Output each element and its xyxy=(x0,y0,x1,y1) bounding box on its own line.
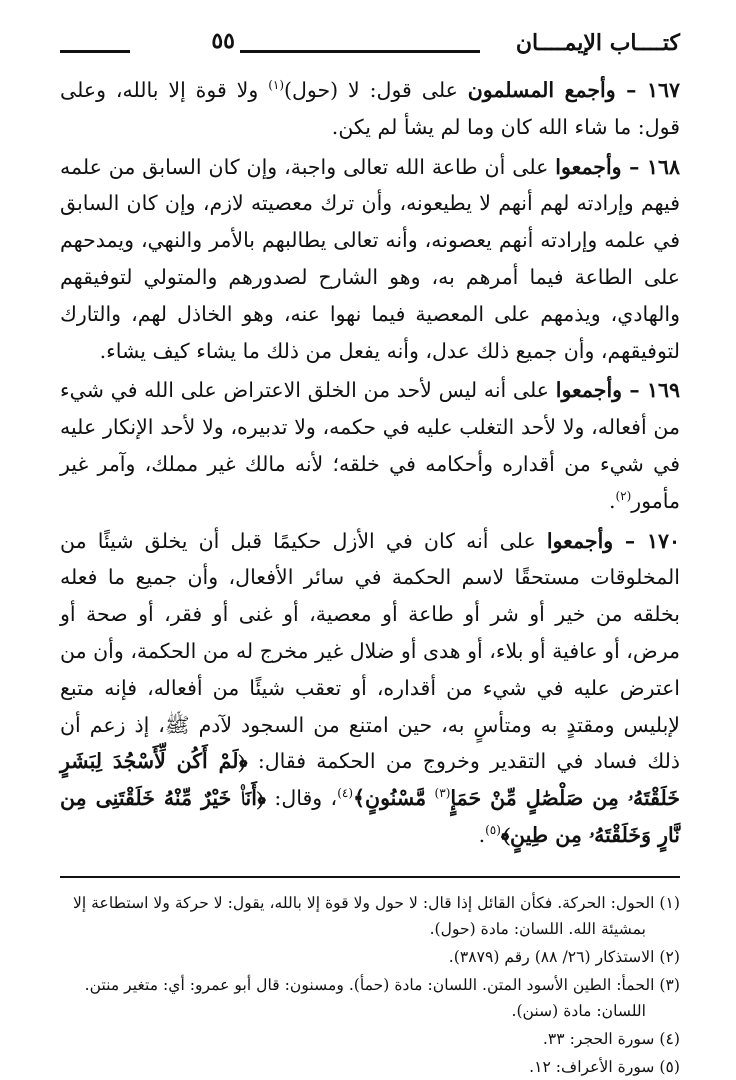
paragraph-lead: وأجمع المسلمون xyxy=(467,78,616,102)
paragraph-lead: وأجمعوا xyxy=(546,528,614,553)
page-header xyxy=(60,28,680,66)
header-rule-right xyxy=(240,50,480,53)
footnote-ref: (١) xyxy=(268,78,285,93)
footnote-ref: (٥) xyxy=(485,823,501,838)
paragraph-text: . xyxy=(608,488,616,513)
book-title: كتــــاب الإيمــــان xyxy=(515,30,680,56)
paragraph-lead: وأجمعوا xyxy=(555,378,623,403)
main-text xyxy=(60,72,680,854)
paragraph-number: ١٦٩ xyxy=(646,378,680,403)
quran-verse: ﴿لَمْ أَكُن لِّأَسْجُدَ لِبَشَرٍ خَلَقْتَهُۥ مِن صَلْصَٰلٍ مِّنْ حَمَإٍ xyxy=(60,749,680,811)
paragraph-168: ١٦٨ – وأجمعوا على أن طاعة الله تعالى واجبة، وإن كان السابق من علمه فيهم وإرادته لهم أنهم لا يطيعونه، وأن ترك معصيته لازم، وإن كان السابق في علمه وإرادته أنهم يعصونه، وأنه تعالى يطالبهم بالأمر والنهي، ويمدحهم على الطاعة فيما أمرهم به، وهو الشارح لصدورهم والمتولي لتوفيقهم والهادي، ويذمهم على المعصية فيما نهوا عنه، وهو الخاذل لهم، والتارك لتوفيقهم، وأن جميع ذلك عدل، وأنه يفعل من ذلك ما يشاء كيف يشاء. xyxy=(60,154,680,363)
paragraph-number: ١٧٠ xyxy=(646,528,680,553)
paragraph-text: ، وقال: xyxy=(274,786,338,811)
paragraph-text: على قول: لا (حول) xyxy=(284,78,458,102)
paragraph-text: . xyxy=(478,822,486,847)
paragraph-text: على أنه كان في الأزل حكيمًا قبل أن يخلق شيئًا من المخلوقات مستحقًا لاسم الحكمة في سائر الأفعال، وأن جميع ما فعله بخلقه من خير أو شر أو طاعة أو معصية، أو غنى أو فقر، أو صحة أو مرض، أو عافية أو بلاء، أو هدى أو ضلال غير مخرج له من الحكمة، وأن من اعترض عليه في شيء من أقداره، أو تعقب شيئًا من أفعاله، فإنه متبع لإبليس ومقتدٍ به ومتأسٍ به، حين امتنع من السجود لآدم ﷺ، إذ زعم أن ذلك فساد في التقدير وخروج من الحكمة فقال: xyxy=(60,528,681,774)
footnote-3: (٣) الحمأ: الطين الأسود المتن. اللسان: مادة (حمأ). ومسنون: قال أبو عمرو: أي: متغير منتن. اللسان: مادة (سنن). xyxy=(84,975,680,1020)
footnote-5: (٥) سورة الأعراف: ١٢. xyxy=(529,1057,680,1076)
footnote-divider xyxy=(60,876,680,878)
paragraph-169: ١٦٩ – وأجمعوا على أنه ليس لأحد من الخلق الاعتراض على الله في شيء من أفعاله، ولا لأحد التغلب عليه في حكمه، ولا تدبيره، ولا لأحد الإنكار عليه في شيء من أقداره وأحكامه في خلقه؛ لأنه مالك غير مملك، وآمر غير مأمور$^{(٢)}$. xyxy=(60,378,680,513)
footnote-1: (١) الحول: الحركة. فكأن القائل إذا قال: لا حول ولا قوة إلا بالله، يقول: لا حركة ولا استطاعة إلا بمشيئة الله. اللسان: مادة (حول). xyxy=(72,893,680,938)
footnote-2: (٢) الاستذكار (٢٦/ ٨٨) رقم (٣٨٧٩). xyxy=(448,947,680,966)
quran-verse: ﴿أَنَا۠ خَيْرٌ مِّنْهُ خَلَقْتَنِى مِن نَّارٍ وَخَلَقْتَهُۥ مِن طِينٍ﴾ xyxy=(60,786,680,847)
paragraph-170: ١٧٠ – وأجمعوا على أنه كان في الأزل حكيمًا قبل أن يخلق شيئًا من المخلوقات مستحقًا لاسم الحكمة في سائر الأفعال، وأن جميع ما فعله بخلقه من خير أو شر أو طاعة أو معصية، أو غنى أو فقر، أو صحة أو مرض، أو عافية أو بلاء، أو هدى أو ضلال غير مخرج له من الحكمة، وأن من اعترض عليه في شيء من أقداره، أو تعقب شيئًا من أفعاله، فإنه متبع لإبليس ومقتدٍ به ومتأسٍ به، حين امتنع من السجود لآدم ﷺ، إذ زعم أن ذلك فساد في التقدير وخروج من الحكمة فقال: ﴿لَمْ أَكُن لِّأَسْجُدَ لِبَشَرٍ خَلَقْتَهُۥ مِن صَلْصَٰلٍ مِّنْ حَمَإٍ$^{(٣)}$ مَّسْنُونٍ﴾$^{(٤)}$، وقال: ﴿أَنَا۠ خَيْرٌ مِّنْهُ خَلَقْتَنِى مِن نَّارٍ وَخَلَقْتَهُۥ مِن طِينٍ﴾$^{(٥)}$. xyxy=(60,528,681,847)
paragraph-text: على أنه ليس لأحد من الخلق الاعتراض على الله في شيء من أفعاله، ولا لأحد التغلب عليه في حكمه، ولا تدبيره، ولا لأحد الإنكار عليه في شيء من أقداره وأحكامه في خلقه؛ لأنه مالك غير مملك، وآمر غير مأمور xyxy=(60,378,680,513)
header-rule-left xyxy=(60,50,130,53)
paragraph-number: ١٦٧ xyxy=(646,78,680,102)
footnote-ref: (٣) xyxy=(434,786,451,801)
paragraph-lead: وأجمعوا xyxy=(555,154,622,179)
footnote-4: (٤) سورة الحجر: ٣٣. xyxy=(542,1029,680,1048)
footnotes xyxy=(60,890,680,1080)
paragraph-text: على أن طاعة الله تعالى واجبة، وإن كان السابق من علمه فيهم وإرادته لهم أنهم لا يطيعونه، وأن ترك معصيته لازم، وإن كان السابق في علمه وإرادته أنهم يعصونه، وأنه تعالى يطالبهم بالأمر والنهي، ويمدحهم على الطاعة فيما أمرهم به، وهو الشارح لصدورهم والمتولي لتوفيقهم والهادي، ويذمهم على المعصية فيما نهوا عنه، وهو الخاذل لهم، والتارك لتوفيقهم، وأن جميع ذلك عدل، وأنه يفعل من ذلك ما يشاء كيف يشاء. xyxy=(60,154,680,363)
paragraph-167: ١٦٧ – وأجمع المسلمون على قول: لا (حول)$^{(١)}$ ولا قوة إلا بالله، وعلى قول: ما شاء الله كان وما لم يشأ لم يكن. xyxy=(60,78,680,139)
footnote-ref: (٤) xyxy=(337,786,354,801)
page-number: ٥٥ xyxy=(211,28,235,54)
paragraph-number: ١٦٨ xyxy=(646,154,680,179)
quran-verse: مَّسْنُونٍ﴾ xyxy=(353,786,427,811)
paragraph-text: ولا قوة إلا بالله، وعلى قول: ما شاء الله كان وما لم يشأ لم يكن. xyxy=(60,78,680,139)
footnote-ref: (٢) xyxy=(615,488,632,503)
